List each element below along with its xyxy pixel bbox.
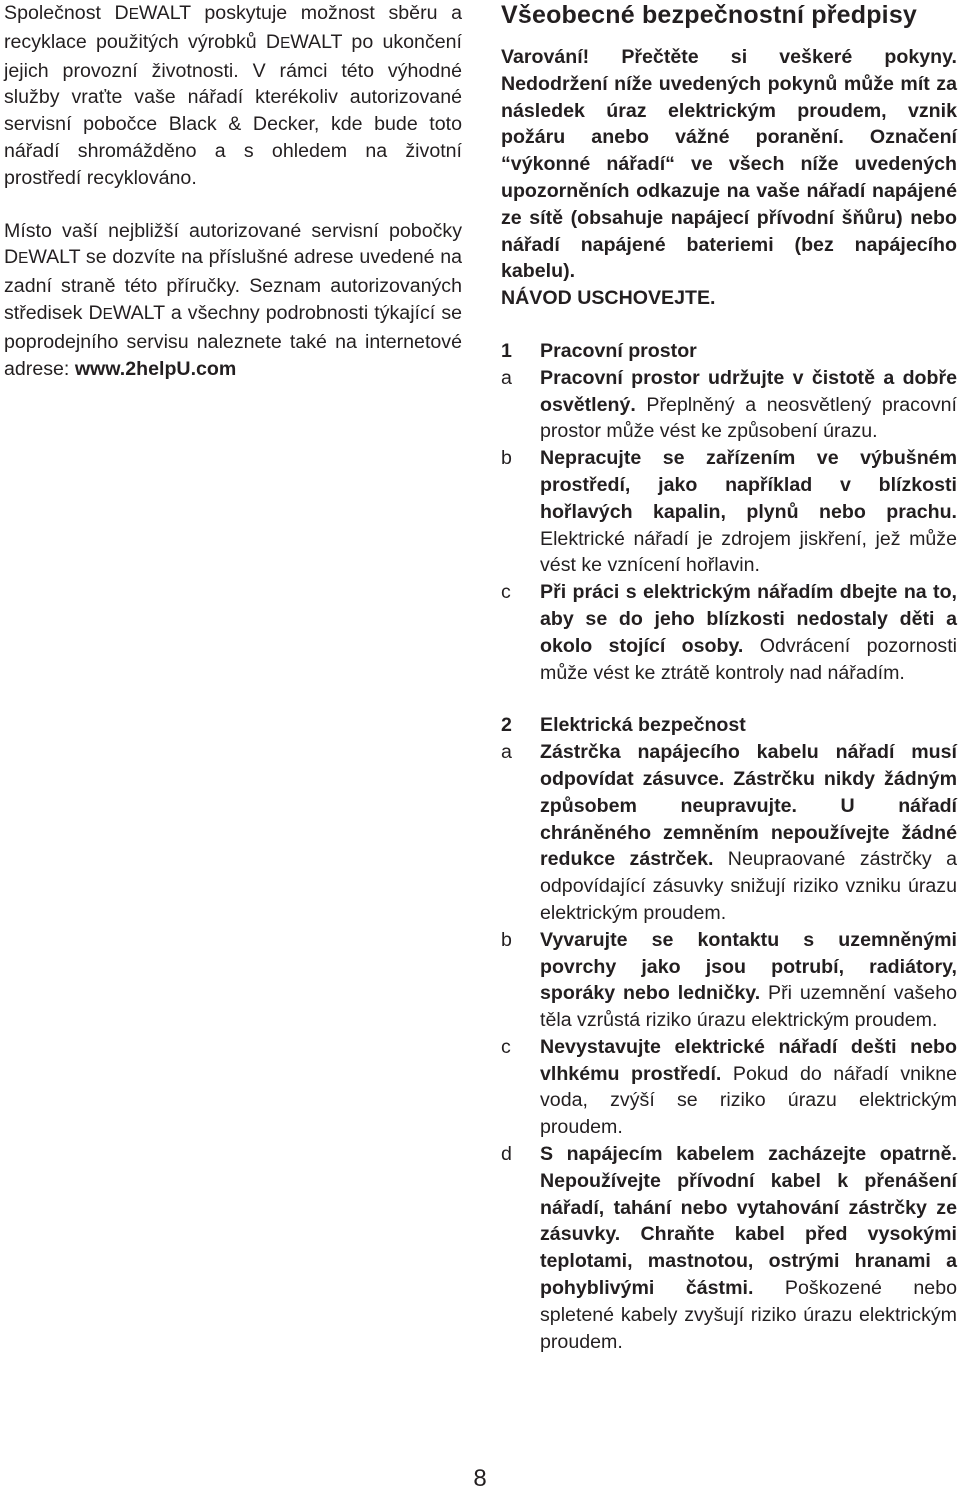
section-heading: Všeobecné bezpečnostní předpisy <box>501 1 918 29</box>
recycling-paragraph <box>4 0 462 192</box>
safety-section <box>501 712 957 1355</box>
section-title-row <box>501 712 957 739</box>
text-span: Společnost D <box>4 2 129 24</box>
item-body <box>540 1141 957 1355</box>
item-instruction: Pracovní prostor udržujte v čistotě a dobře osvětlený. <box>540 366 957 416</box>
section-title: Pracovní prostor <box>540 339 697 362</box>
item-letter: b <box>501 928 512 951</box>
item-explanation: Při uzemnění vašeho těla vzrůstá riziko úrazu elektrickým proudem. <box>540 982 957 1032</box>
safety-item <box>501 1034 957 1141</box>
item-explanation: Poškozené nebo spletené kabely zvyšují riziko úrazu elektrickým proudem. <box>540 1277 957 1353</box>
item-body <box>540 927 957 1034</box>
item-explanation: Odvrácení pozornosti může vést ke ztrátě kontroly nad nářadím. <box>540 634 957 684</box>
safety-section <box>501 338 957 686</box>
item-instruction: Při práci s elektrickým nářadím dbejte na to, aby se do jeho blízkosti nedostaly děti a okolo stojící osoby. <box>540 581 957 657</box>
item-instruction: Nepracujte se zařízením ve výbušném prostředí, jako například v blízkosti hořlavých kapalin, plynů nebo prachu. <box>540 447 957 523</box>
section-number: 2 <box>501 714 512 737</box>
right-column <box>501 0 957 1355</box>
safety-item <box>501 927 957 1034</box>
text-span: E <box>18 250 29 268</box>
service-paragraph <box>4 218 462 383</box>
item-explanation: Přeplněný a neosvětlený pracovní prostor může vést ke způsobení úrazu. <box>540 393 957 443</box>
item-instruction: Nevystavujte elektrické nářadí dešti nebo vlhkému prostředí. <box>540 1035 957 1085</box>
page-number: 8 <box>473 1465 487 1492</box>
item-explanation: Elektrické nářadí je zdrojem jiskření, jež může vést ke vznícení hořlavin. <box>540 527 957 577</box>
item-explanation: Pokud do nářadí vnikne voda, zvýší se riziko úrazu elektrickým proudem. <box>540 1062 957 1139</box>
item-body <box>540 445 957 579</box>
item-letter: a <box>501 366 512 389</box>
text-span: WALT po ukončení jejich provozní životnosti. V rámci této výhodné služby vraťte vaše nářadí kterékoliv autorizované servisní pobočce Black & Decker, kde bude toto nářadí shromážděno a s ohledem na životní prostředí recyklováno. <box>4 30 462 189</box>
item-body <box>540 1034 957 1141</box>
safety-sections <box>501 338 957 1355</box>
safety-item <box>501 579 957 686</box>
warning-text: Varování! Přečtěte si veškeré pokyny. Nedodržení níže uvedených pokynů může mít za následek úraz elektrickým proudem, vznik požáru anebo vážné poranění. Označení “výkonné nářadí“ ve všech níže uvedených upozorněních odkazuje na vaše nářadí napájené ze sítě (obsahuje napájecí přívodní šňůru) nebo nářadí napájené bateriemi (bez napájecího kabelu). <box>501 46 957 283</box>
left-column <box>4 0 462 382</box>
item-letter: b <box>501 447 512 470</box>
text-span: Místo vaší nejbližší autorizované servisní pobočky D <box>4 219 462 269</box>
text-span: E <box>280 34 291 52</box>
section-title: Elektrická bezpečnost <box>540 714 746 737</box>
text-span: WALT poskytuje možnost sběru a recyklace použitých výrobků D <box>4 2 462 53</box>
item-letter: c <box>501 1035 511 1058</box>
text-span: WALT se dozvíte na příslušné adrese uvedené na zadní straně této příručky. Seznam autorizovaných středisek D <box>4 246 462 324</box>
item-instruction: S napájecím kabelem zacházejte opatrně. Nepoužívejte přívodní kabel k přenášení nářadí, tahání nebo vytahování zástrčky ze zásuvky. Chraňte kabel před vysokými teplotami, mastnotou, ostrými hranami a pohyblivými částmi. <box>540 1143 957 1300</box>
text-span: WALT a všechny podrobnosti týkající se poprodejního servisu naleznete také na internetové adrese: <box>4 301 463 380</box>
item-letter: c <box>501 581 511 604</box>
website-url: www.2helpU.com <box>74 357 237 380</box>
item-instruction: Zástrčka napájecího kabelu nářadí musí odpovídat zásuvce. Zástrčku nikdy žádným způsobem neupravujte. U nářadí chráněného zemněním nepoužívejte žádné redukce zástrček. <box>540 741 957 871</box>
safety-item <box>501 365 957 445</box>
item-body <box>540 365 957 445</box>
section-title-row <box>501 338 957 365</box>
safety-item <box>501 445 957 579</box>
item-explanation: Neupraované zástrčky a odpovídající zásuvky snižují riziko vzniku úrazu elektrickým proudem. <box>540 848 957 924</box>
section-number: 1 <box>501 339 512 362</box>
safety-item <box>501 739 957 927</box>
item-letter: d <box>501 1143 512 1166</box>
keep-instructions: NÁVOD USCHOVEJTE. <box>501 287 716 310</box>
item-body <box>540 739 957 927</box>
text-span: E <box>128 6 139 23</box>
safety-item <box>501 1141 957 1355</box>
item-body <box>540 579 957 686</box>
item-instruction: Vyvarujte se kontaktu s uzemněnými povrchy jako jsou potrubí, radiátory, sporáky nebo ledničky. <box>540 928 957 1005</box>
item-letter: a <box>501 741 512 764</box>
text-span: E <box>102 305 113 323</box>
